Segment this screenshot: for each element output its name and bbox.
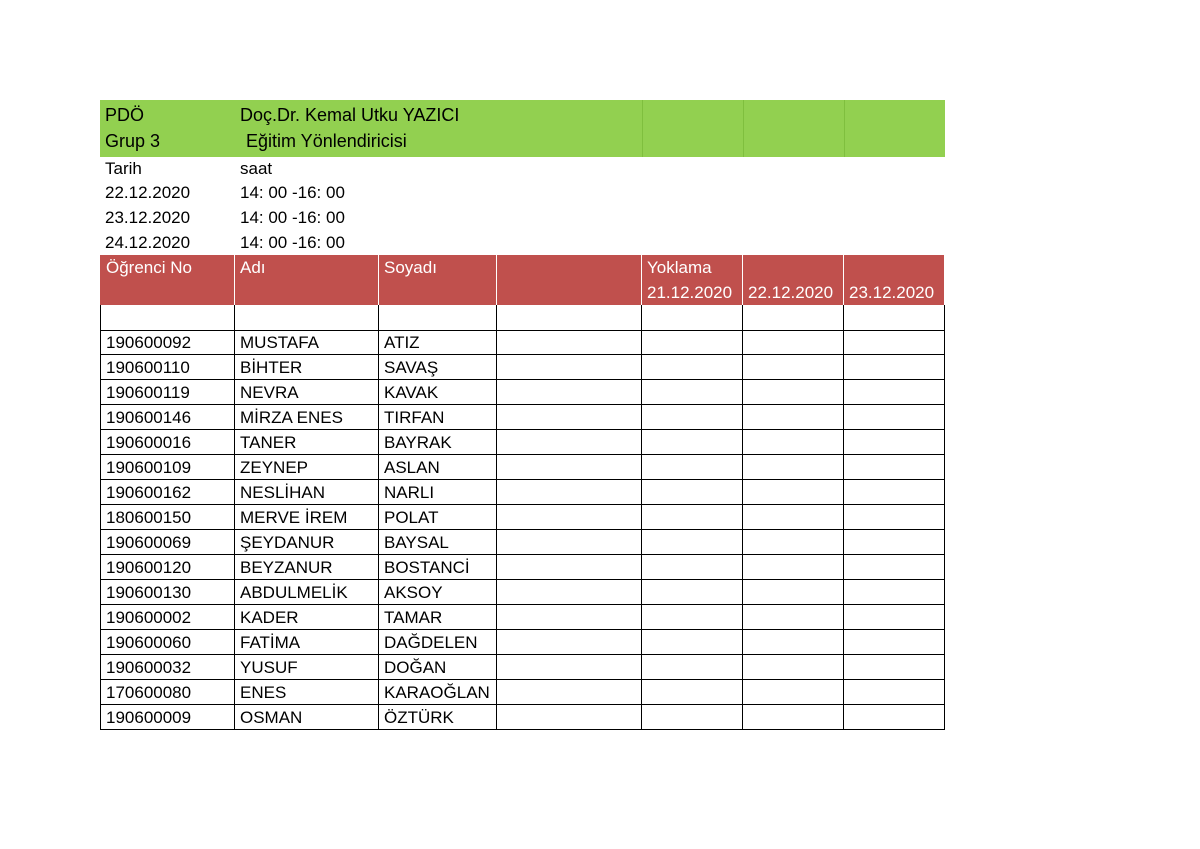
attendance-cell (743, 580, 844, 605)
attendance-cell (642, 655, 743, 680)
header-date-2: 22.12.2020 (743, 280, 844, 305)
attendance-cell (743, 705, 844, 730)
student-surname-cell: ASLAN (379, 455, 497, 480)
student-name-cell: OSMAN (235, 705, 379, 730)
student-surname-cell: KARAOĞLAN (379, 680, 497, 705)
table-row (100, 430, 945, 455)
header-blank (497, 280, 642, 305)
attendance-cell (642, 505, 743, 530)
attendance-cell (844, 330, 945, 355)
table-cell (844, 305, 945, 331)
attendance-cell (642, 430, 743, 455)
empty-cell (497, 380, 642, 405)
header-name: Adı (235, 255, 379, 280)
session-date: 22.12.2020 (105, 183, 191, 202)
student-name-cell: NESLİHAN (235, 480, 379, 505)
table-cell (642, 305, 743, 331)
table-row (100, 405, 945, 430)
table-row (100, 380, 945, 405)
student-surname-cell: BAYRAK (379, 430, 497, 455)
empty-cell (497, 680, 642, 705)
attendance-cell (743, 680, 844, 705)
student-surname-cell: SAVAŞ (379, 355, 497, 380)
session-date: 24.12.2020 (105, 233, 191, 252)
schedule-row (100, 181, 945, 205)
student-no-cell: 190600119 (100, 380, 235, 405)
header-attendance-span (844, 255, 945, 280)
empty-cell (497, 580, 642, 605)
student-name-cell: TANER (235, 430, 379, 455)
attendance-cell (844, 380, 945, 405)
header-student-no: Öğrenci No (100, 255, 235, 280)
attendance-cell (642, 680, 743, 705)
student-name-cell: FATİMA (235, 630, 379, 655)
table-row (100, 455, 945, 480)
table-row (100, 680, 945, 705)
table-cell (100, 305, 235, 331)
table-date-header-row (100, 280, 945, 305)
student-no-cell: 190600060 (100, 630, 235, 655)
attendance-cell (642, 380, 743, 405)
student-table (100, 305, 945, 730)
attendance-cell (844, 655, 945, 680)
empty-cell (497, 505, 642, 530)
attendance-cell (844, 705, 945, 730)
attendance-cell (743, 380, 844, 405)
student-surname-cell: BOSTANCİ (379, 555, 497, 580)
student-no-cell: 190600162 (100, 480, 235, 505)
attendance-cell (642, 705, 743, 730)
table-row (100, 605, 945, 630)
instructor-role: Eğitim Yönlendiricisi (246, 131, 407, 151)
student-no-cell: 190600130 (100, 580, 235, 605)
empty-cell (497, 355, 642, 380)
attendance-cell (642, 480, 743, 505)
table-row (100, 555, 945, 580)
attendance-cell (642, 455, 743, 480)
attendance-cell (743, 455, 844, 480)
header-blank (379, 280, 497, 305)
student-name-cell: ZEYNEP (235, 455, 379, 480)
attendance-cell (642, 330, 743, 355)
student-surname-cell: DAĞDELEN (379, 630, 497, 655)
course-name: PDÖ (105, 105, 145, 125)
student-no-cell: 190600109 (100, 455, 235, 480)
attendance-cell (844, 580, 945, 605)
empty-cell (497, 630, 642, 655)
session-time: 14: 00 -16: 00 (240, 208, 345, 227)
student-no-cell: 190600110 (100, 355, 235, 380)
empty-cell (497, 705, 642, 730)
table-row (100, 505, 945, 530)
table-row (100, 480, 945, 505)
student-surname-cell: BAYSAL (379, 530, 497, 555)
student-name-cell: MERVE İREM (235, 505, 379, 530)
header-attendance-span (743, 255, 844, 280)
student-no-cell: 190600032 (100, 655, 235, 680)
attendance-cell (844, 680, 945, 705)
attendance-cell (844, 355, 945, 380)
time-label: saat (240, 159, 273, 178)
session-time: 14: 00 -16: 00 (240, 183, 345, 202)
attendance-cell (642, 530, 743, 555)
table-row (100, 580, 945, 605)
attendance-cell (844, 505, 945, 530)
student-name-cell: BİHTER (235, 355, 379, 380)
attendance-cell (642, 630, 743, 655)
header-blank (100, 280, 235, 305)
header-date-3: 23.12.2020 (844, 280, 945, 305)
attendance-cell (642, 355, 743, 380)
student-surname-cell: DOĞAN (379, 655, 497, 680)
student-no-cell: 190600069 (100, 530, 235, 555)
table-cell (379, 305, 497, 331)
student-no-cell: 190600009 (100, 705, 235, 730)
student-surname-cell: AKSOY (379, 580, 497, 605)
attendance-cell (743, 480, 844, 505)
student-name-cell: ABDULMELİK (235, 580, 379, 605)
band-divider (743, 100, 744, 157)
table-row-blank (100, 305, 945, 330)
table-cell (235, 305, 379, 331)
instructor-name: Doç.Dr. Kemal Utku YAZICI (240, 105, 460, 125)
course-header-band (100, 100, 945, 157)
session-time: 14: 00 -16: 00 (240, 233, 345, 252)
student-no-cell: 190600092 (100, 330, 235, 355)
attendance-cell (642, 605, 743, 630)
student-no-cell: 190600016 (100, 430, 235, 455)
table-cell (743, 305, 844, 331)
attendance-cell (743, 630, 844, 655)
student-no-cell: 190600002 (100, 605, 235, 630)
attendance-cell (743, 330, 844, 355)
student-surname-cell: NARLI (379, 480, 497, 505)
empty-cell (497, 405, 642, 430)
attendance-cell (642, 580, 743, 605)
attendance-cell (743, 355, 844, 380)
table-header-row (100, 255, 945, 280)
empty-cell (497, 455, 642, 480)
student-surname-cell: ÖZTÜRK (379, 705, 497, 730)
attendance-cell (642, 405, 743, 430)
schedule-row (100, 205, 945, 230)
band-divider (642, 100, 643, 157)
attendance-cell (743, 430, 844, 455)
header-blank (235, 280, 379, 305)
empty-cell (497, 430, 642, 455)
group-name: Grup 3 (105, 131, 161, 151)
schedule-row (100, 230, 945, 255)
table-row (100, 330, 945, 355)
attendance-cell (743, 505, 844, 530)
date-label: Tarih (105, 159, 142, 178)
student-name-cell: YUSUF (235, 655, 379, 680)
empty-cell (497, 530, 642, 555)
student-name-cell: ENES (235, 680, 379, 705)
student-no-cell: 190600146 (100, 405, 235, 430)
empty-cell (497, 655, 642, 680)
header-empty (497, 255, 642, 280)
attendance-cell (844, 405, 945, 430)
student-surname-cell: TIRFAN (379, 405, 497, 430)
attendance-cell (844, 480, 945, 505)
student-surname-cell: KAVAK (379, 380, 497, 405)
attendance-sheet (100, 100, 945, 730)
attendance-cell (844, 430, 945, 455)
student-no-cell: 170600080 (100, 680, 235, 705)
empty-cell (497, 480, 642, 505)
student-name-cell: ŞEYDANUR (235, 530, 379, 555)
header-attendance: Yoklama (642, 255, 743, 280)
student-name-cell: BEYZANUR (235, 555, 379, 580)
attendance-cell (743, 555, 844, 580)
schedule-header-row (100, 157, 945, 181)
attendance-cell (743, 605, 844, 630)
attendance-cell (844, 455, 945, 480)
table-row (100, 355, 945, 380)
attendance-cell (642, 555, 743, 580)
header-date-1: 21.12.2020 (642, 280, 743, 305)
student-no-cell: 190600120 (100, 555, 235, 580)
attendance-cell (844, 605, 945, 630)
student-surname-cell: ATIZ (379, 330, 497, 355)
attendance-cell (844, 530, 945, 555)
student-surname-cell: TAMAR (379, 605, 497, 630)
student-name-cell: MİRZA ENES (235, 405, 379, 430)
attendance-cell (844, 630, 945, 655)
table-row (100, 530, 945, 555)
table-cell (497, 305, 642, 331)
student-no-cell: 180600150 (100, 505, 235, 530)
attendance-cell (743, 405, 844, 430)
header-surname: Soyadı (379, 255, 497, 280)
student-name-cell: NEVRA (235, 380, 379, 405)
attendance-cell (844, 555, 945, 580)
empty-cell (497, 555, 642, 580)
table-row (100, 705, 945, 730)
attendance-cell (743, 530, 844, 555)
student-name-cell: KADER (235, 605, 379, 630)
table-row (100, 630, 945, 655)
empty-cell (497, 605, 642, 630)
empty-cell (497, 330, 642, 355)
student-name-cell: MUSTAFA (235, 330, 379, 355)
attendance-cell (743, 655, 844, 680)
session-date: 23.12.2020 (105, 208, 191, 227)
band-divider (844, 100, 845, 157)
table-row (100, 655, 945, 680)
student-surname-cell: POLAT (379, 505, 497, 530)
